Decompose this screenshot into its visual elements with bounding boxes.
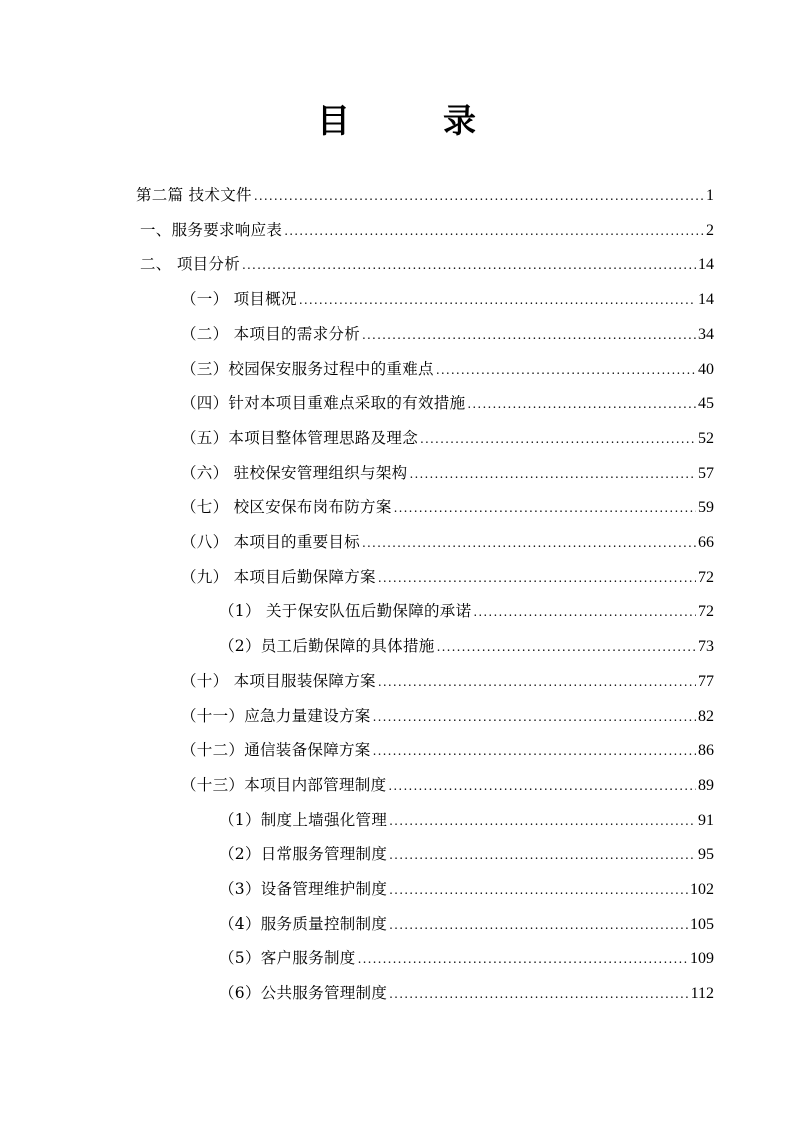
dot-leader (394, 493, 696, 523)
toc-entry[interactable] (140, 215, 714, 245)
toc-entry[interactable] (136, 180, 714, 210)
dot-leader (378, 563, 696, 593)
dot-leader (420, 424, 696, 454)
toc-entry-label: （6）公共服务管理制度 (219, 984, 388, 1003)
dot-leader (437, 632, 696, 662)
toc-entry[interactable] (181, 423, 714, 453)
toc-entry[interactable] (219, 978, 714, 1008)
toc-entry[interactable] (219, 874, 714, 904)
toc-entry-label: （一） 项目概况 (181, 290, 297, 309)
toc-entry-page-number: 82 (698, 707, 714, 725)
toc-entry-label: （二） 本项目的需求分析 (181, 324, 361, 343)
dot-leader (242, 250, 696, 280)
toc-entry[interactable] (219, 839, 714, 869)
toc-entry-page-number: 91 (698, 811, 714, 829)
toc-entry[interactable] (181, 562, 714, 592)
toc-entry-page-number: 34 (698, 325, 714, 343)
toc-entry-label: （2）日常服务管理制度 (219, 845, 388, 864)
toc-entry-label: （2）员工后勤保障的具体措施 (219, 637, 435, 656)
toc-entry[interactable] (181, 527, 714, 557)
toc-entry-page-number: 72 (698, 568, 714, 586)
toc-entry-page-number: 52 (698, 429, 714, 447)
toc-entry-label: （八） 本项目的重要目标 (181, 533, 361, 551)
toc-entry[interactable] (181, 701, 714, 731)
toc-entry-label: （十） 本项目服装保障方案 (181, 671, 376, 690)
dot-leader (362, 528, 696, 558)
toc-entry[interactable] (181, 319, 714, 349)
toc-entry[interactable] (181, 458, 714, 488)
dot-leader (299, 285, 696, 315)
toc-entry[interactable] (219, 909, 714, 939)
toc-entry-label: （1）制度上墙强化管理 (219, 810, 388, 829)
dot-leader (389, 875, 688, 905)
dot-leader (467, 389, 696, 419)
toc-entry-label: （五）本项目整体管理思路及理念 (181, 428, 419, 447)
dot-leader (389, 840, 696, 870)
toc-entry-page-number: 14 (698, 256, 714, 274)
dot-leader (389, 806, 696, 836)
toc-entry[interactable] (219, 805, 714, 835)
toc-entry[interactable] (219, 631, 714, 661)
toc-entry-label: （九） 本项目后勤保障方案 (181, 567, 376, 586)
toc-entry-label: 一、服务要求响应表 (140, 220, 283, 239)
toc-entry[interactable] (140, 249, 714, 279)
toc-entry-page-number: 14 (698, 291, 714, 309)
toc-entry-label: （5）客户服务制度 (219, 949, 356, 968)
toc-entry-label: （十三）本项目内部管理制度 (181, 775, 387, 794)
dot-leader (436, 355, 696, 385)
toc-entry-label: （3）设备管理维护制度 (219, 880, 388, 898)
toc-entry-page-number: 59 (698, 499, 714, 517)
toc-entry-label: （十一）应急力量建设方案 (181, 706, 371, 725)
dot-leader (373, 736, 696, 766)
dot-leader (388, 771, 696, 801)
toc-entry-page-number: 95 (698, 846, 714, 864)
dot-leader (358, 944, 688, 974)
toc-entry[interactable] (181, 284, 714, 314)
toc-entry-page-number: 89 (698, 776, 714, 794)
toc-entry-page-number: 1 (706, 187, 714, 204)
toc-title: 目 录 (317, 101, 506, 140)
toc-entry-page-number: 40 (698, 360, 714, 378)
dot-leader (254, 181, 704, 211)
dot-leader (284, 216, 704, 246)
toc-entry-page-number: 57 (698, 464, 714, 482)
toc-entry-label: （四）针对本项目重难点采取的有效措施 (181, 394, 466, 413)
dot-leader (409, 459, 696, 489)
toc-entry-page-number: 109 (690, 950, 714, 968)
toc-entry-label: （七） 校区安保布岗布防方案 (181, 498, 392, 517)
toc-entry-label: （十二）通信装备保障方案 (181, 741, 371, 760)
toc-entry-label: （六） 驻校保安管理组织与架构 (181, 463, 408, 482)
toc-entry-page-number: 105 (690, 915, 714, 933)
toc-entry-page-number: 77 (698, 672, 714, 690)
toc-entry-page-number: 45 (698, 395, 714, 413)
toc-entry[interactable] (181, 666, 714, 696)
dot-leader (378, 667, 696, 697)
dot-leader (362, 320, 696, 350)
toc-entry-page-number: 2 (706, 221, 714, 239)
toc-entry-label: （1） 关于保安队伍后勤保障的承诺 (219, 602, 472, 621)
toc-entry-label: （4）服务质量控制制度 (219, 914, 388, 933)
toc-entry-page-number: 86 (698, 742, 714, 760)
toc-entry-label: 第二篇 技术文件 (136, 186, 252, 204)
toc-entry[interactable] (219, 596, 714, 626)
toc-entry-label: （三）校园保安服务过程中的重难点 (181, 359, 434, 378)
dot-leader (473, 597, 696, 627)
dot-leader (389, 910, 688, 940)
toc-entry-page-number: 72 (698, 603, 714, 621)
toc-entry-page-number: 66 (698, 534, 714, 551)
toc-entry-label: 二、 项目分析 (140, 255, 241, 274)
toc-entry[interactable] (219, 943, 714, 973)
dot-leader (373, 702, 696, 732)
toc-entry-page-number: 102 (690, 881, 714, 898)
toc-entry[interactable] (181, 735, 714, 765)
toc-entry[interactable] (181, 388, 714, 418)
dot-leader (389, 979, 688, 1009)
toc-entry[interactable] (181, 770, 714, 800)
toc-entry[interactable] (181, 492, 714, 522)
toc-entry-page-number: 73 (698, 638, 714, 656)
toc-entry-page-number: 112 (690, 985, 714, 1003)
toc-entry[interactable] (181, 354, 714, 384)
